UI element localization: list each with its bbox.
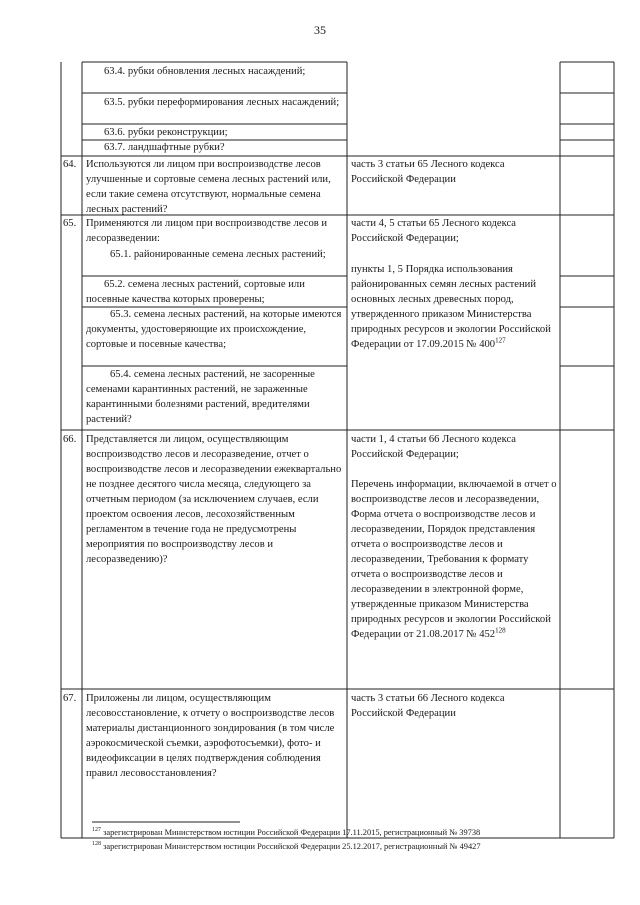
footnote-127-text: зарегистрирован Министерством юстиции Российской Федерации 17.11.2015, регистрационный № 39738 bbox=[101, 828, 481, 837]
question-64: Используются ли лицом при воспроизводстве лесов улучшенные и сортовые семена лесных растений или, если такие семена отсутствуют, нормальные семена лесных растений? bbox=[86, 159, 331, 215]
row-number-67: 67. bbox=[63, 693, 77, 704]
page-number: 35 bbox=[314, 23, 326, 37]
footnote-128-marker: 128 bbox=[92, 841, 101, 848]
footnote-ref-128: 128 bbox=[495, 626, 506, 635]
reference-65: части 4, 5 статьи 65 Лесного кодекса Российской Федерации; bbox=[351, 218, 517, 244]
reference-67: часть 3 статьи 66 Лесного кодекса Российской Федерации bbox=[351, 693, 505, 719]
subitem-63-7: 63.7. ландшафтные рубки? bbox=[104, 142, 225, 153]
footnote-127-marker: 127 bbox=[92, 827, 101, 834]
row-number-66: 66. bbox=[63, 434, 77, 445]
footnote-128-text: зарегистрирован Министерством юстиции Российской Федерации 25.12.2017, регистрационный № 49427 bbox=[101, 842, 481, 851]
subitem-65-1: 65.1. районированные семена лесных растений; bbox=[110, 249, 326, 260]
reference-66: части 1, 4 статьи 66 Лесного кодекса Российской Федерации; bbox=[351, 434, 517, 460]
reference-66-order-text: Перечень информации, включаемой в отчет о воспроизводстве лесов и лесоразведении, Форма отчета о воспроизводстве лесов и лесоразведении, Порядок представления отчета о воспроизводстве лесов и лесоразведении, Требования к формату отчета о воспроизводстве лесов и лесоразведении в электронной форме, утвержденные приказом Министерства природных ресурсов и экологии Российской Федерации от 21.08.2017 № 452 bbox=[351, 479, 557, 640]
question-65: Применяются ли лицом при воспроизводстве лесов и лесоразведении: bbox=[86, 218, 328, 244]
subitem-63-5: 63.5. рубки переформирования лесных насаждений; bbox=[104, 97, 340, 108]
row-number-65: 65. bbox=[63, 218, 77, 229]
subitem-63-4: 63.4. рубки обновления лесных насаждений; bbox=[104, 66, 306, 77]
reference-65-order bbox=[351, 262, 557, 352]
subitem-65-4: 65.4. семена лесных растений, не засоренные семенами карантинных растений, не зараженные карантинными болезнями растений, вредителями растений? bbox=[86, 369, 315, 425]
footnote-127 bbox=[92, 826, 632, 839]
subitem-63-6: 63.6. рубки реконструкции; bbox=[104, 127, 228, 138]
reference-65-order-text: пункты 1, 5 Порядка использования районированных семян лесных растений основных лесных древесных пород, утвержденного приказом Министерства природных ресурсов и экологии Российской Федерации от 17.09.2015 № 400 bbox=[351, 264, 551, 350]
subitem-65-3: 65.3. семена лесных растений, на которые имеются документы, удостоверяющие их происхождение, сортовые и посевные качества; bbox=[86, 309, 342, 350]
footnote-128 bbox=[92, 840, 632, 853]
question-66: Представляется ли лицом, осуществляющим воспроизводство лесов и лесоразведение, отчет о воспроизводстве лесов и лесоразведении ежеквартально не позднее десятого числа месяца, следующего за отчетным периодом (за исключением случаев, если проектом освоения лесов, лесохозяйственным регламентом в течение года не предусмотрены мероприятия по воспроизводству лесов и лесоразведению)? bbox=[86, 434, 342, 565]
subitem-65-2: 65.2. семена лесных растений, сортовые или посевные качества которых проверены; bbox=[86, 279, 305, 305]
reference-64: часть 3 статьи 65 Лесного кодекса Российской Федерации bbox=[351, 159, 505, 185]
row-number-64: 64. bbox=[63, 159, 77, 170]
footnote-ref-127: 127 bbox=[495, 336, 506, 345]
reference-66-order bbox=[351, 477, 557, 642]
question-67: Приложены ли лицом, осуществляющим лесовосстановление, к отчету о воспроизводстве лесов материалы дистанционного зондирования (в том числе аэрокосмической съемки, аэрофотосъемки), фото- и видеофиксации в целях подтверждения соблюдения правил лесовосстановления? bbox=[86, 693, 335, 779]
